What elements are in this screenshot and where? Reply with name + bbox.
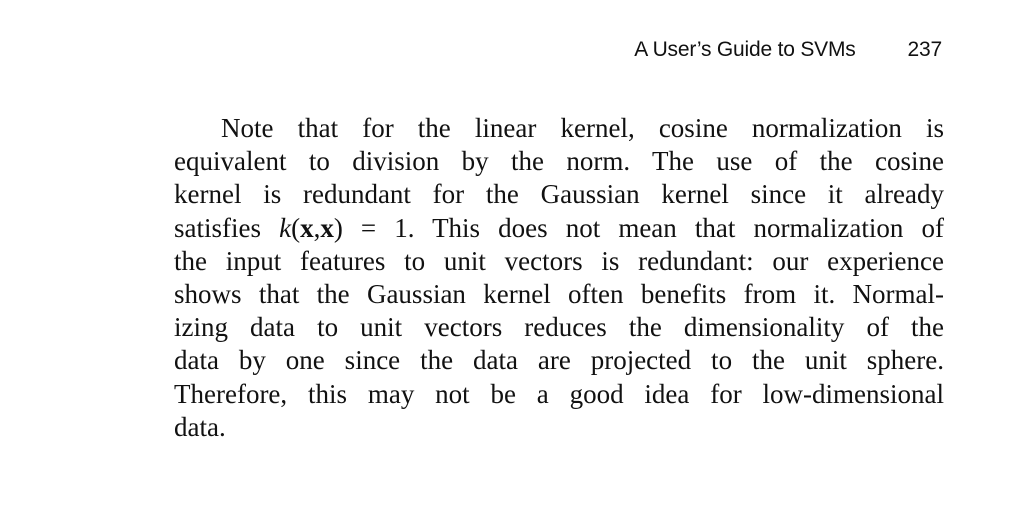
paragraph-line: Note that for the linear kernel, cosine normalization is — [221, 113, 944, 143]
paragraph-line: equivalent to division by the norm. The use of the cosine — [174, 146, 944, 177]
formula-suffix-text: = 1. This does not mean that normalization of — [342, 212, 944, 243]
paragraph-line: izing data to unit vectors reduces the dimensionality of the — [174, 312, 944, 343]
page-number: 237 — [907, 38, 942, 61]
formula-comma: , — [313, 212, 321, 243]
running-title: A User’s Guide to SVMs — [634, 38, 856, 61]
vector-symbol: x — [320, 212, 334, 243]
paragraph-line: the input features to unit vectors is redundant: our experience — [174, 245, 944, 276]
body-paragraph — [174, 112, 944, 444]
formula-open-paren: ( — [291, 212, 301, 243]
running-header — [634, 38, 942, 62]
paragraph-line: kernel is redundant for the Gaussian kernel since it already — [174, 179, 944, 210]
formula-prefix-text: satisfies — [174, 212, 280, 243]
paragraph-line: Therefore, this may not be a good idea for low-dimensional — [174, 378, 944, 409]
vector-symbol: x — [300, 212, 314, 243]
paragraph-line-with-formula — [174, 212, 944, 245]
paragraph-line: data. — [174, 411, 226, 442]
paragraph-line: data by one since the data are projected to the unit sphere. — [174, 345, 944, 376]
formula-close-paren: ) — [333, 212, 343, 243]
kernel-symbol: k — [279, 212, 292, 243]
paragraph-line: shows that the Gaussian kernel often benefits from it. Normal- — [174, 279, 944, 310]
